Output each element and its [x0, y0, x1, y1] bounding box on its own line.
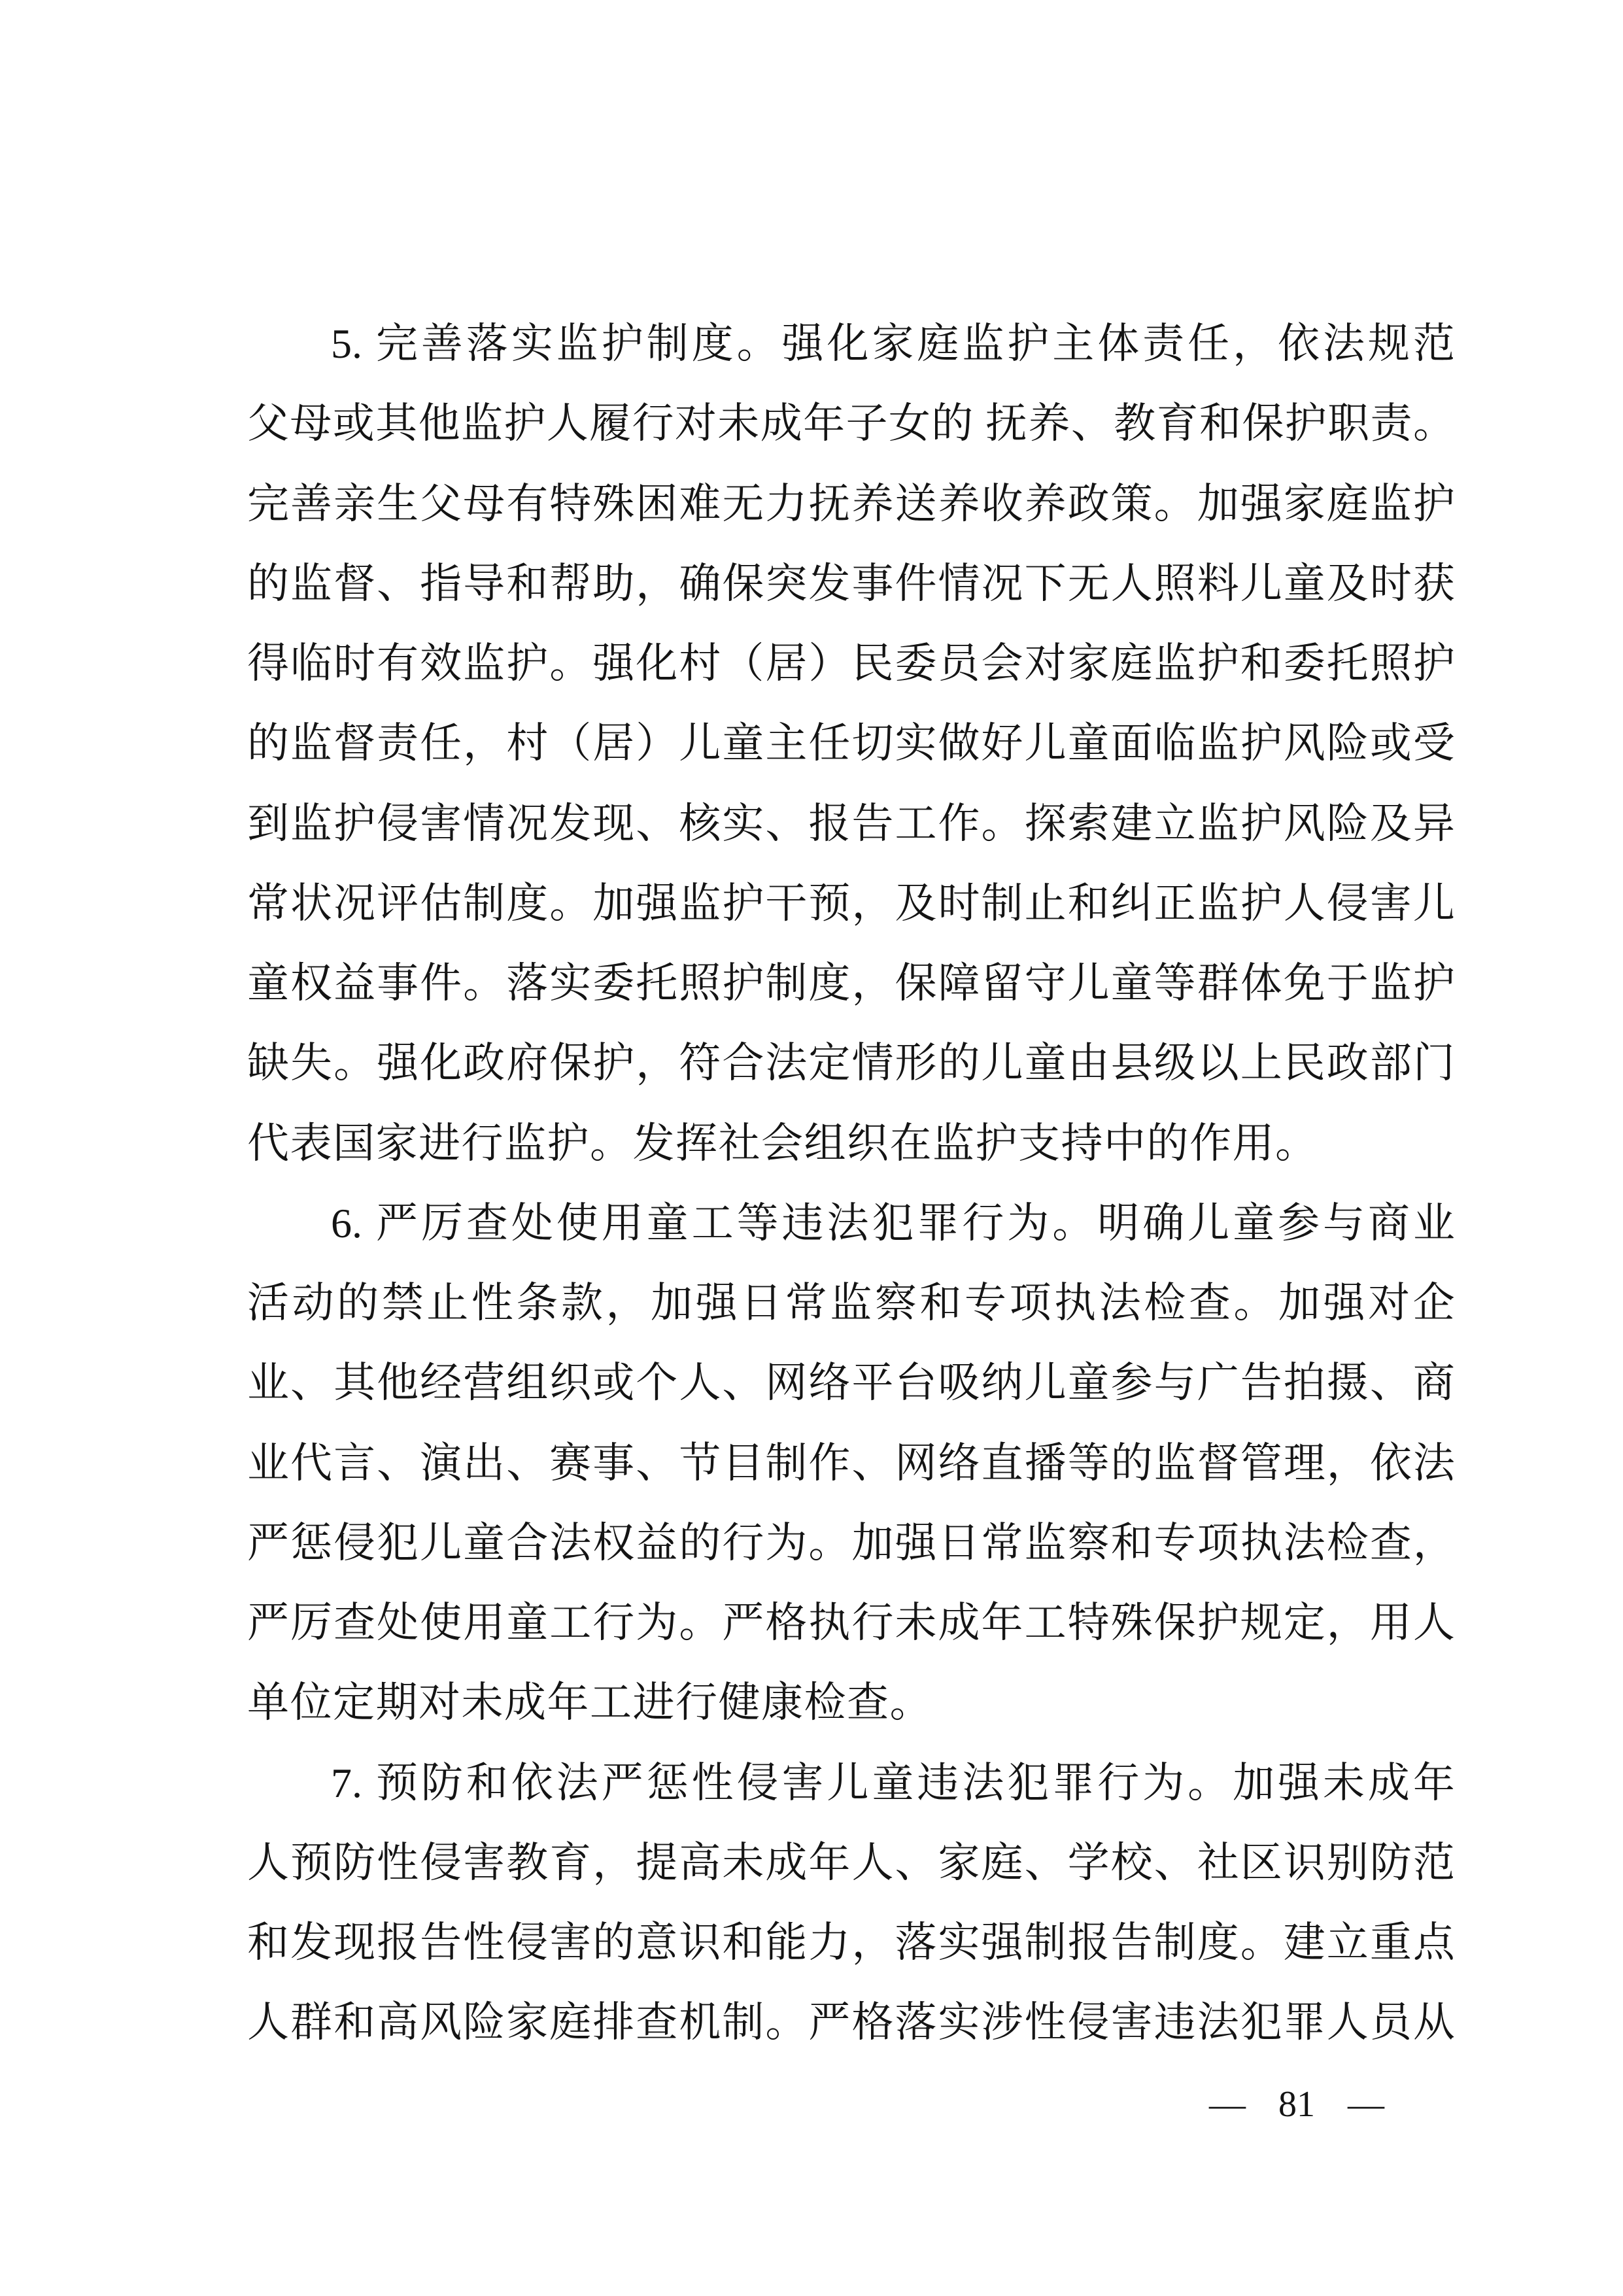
text-line: 人 预 防 性 侵 害 教 育 ， 提 高 未 成 年 人 、 家 庭 、 学 校 、 社 区 识 别 防 范	[247, 1839, 1455, 1886]
paragraph-7	[247, 1743, 1455, 2063]
text-line: 严 厉 查 处 使 用 童 工 行 为 。 严 格 执 行 未 成 年 工 特 殊 保 护 规 定 ， 用 人	[247, 1600, 1455, 1646]
text-line: 业 代 言 、 演 出 、 赛 事 、 节 目 制 作 、 网 络 直 播 等 的 监 督 管 理 ， 依 法	[247, 1439, 1455, 1486]
text-line: 父 母 或 其 他 监 护 人 履 行 对 未 成 年 子 女 的 抚 养 、 教 育 和 保 护 职 责 。	[247, 400, 1455, 447]
text-line: 常 状 况 评 估 制 度 。 加 强 监 护 干 预 ， 及 时 制 止 和 纠 正 监 护 人 侵 害 儿	[247, 880, 1455, 927]
page-number: 81	[1278, 2084, 1315, 2125]
text-line: 得 临 时 有 效 监 护 。 强 化 村 （ 居 ） 民 委 员 会 对 家 庭 监 护 和 委 托 照 护	[247, 640, 1455, 687]
text-line: 活 动 的 禁 止 性 条 款 ， 加 强 日 常 监 察 和 专 项 执 法 检 查 。 加 强 对 企	[247, 1280, 1455, 1326]
text-line: 5. 完 善 落 实 监 护 制 度 。 强 化 家 庭 监 护 主 体 责 任 ， 依 法 规 范	[331, 320, 1455, 367]
text-line: 和 发 现 报 告 性 侵 害 的 意 识 和 能 力 ， 落 实 强 制 报 告 制 度 。 建 立 重 点	[247, 1919, 1455, 1966]
text-line: 童 权 益 事 件 。 落 实 委 托 照 护 制 度 ， 保 障 留 守 儿 童 等 群 体 免 于 监 护	[247, 960, 1455, 1006]
text-line: 7. 预 防 和 依 法 严 惩 性 侵 害 儿 童 违 法 犯 罪 行 为 。 加 强 未 成 年	[331, 1759, 1455, 1806]
text-line: 单位定期对未成年工进行健康检查。	[247, 1679, 932, 1726]
footer-left-dash: —	[1209, 2084, 1246, 2125]
text-line: 业 、 其 他 经 营 组 织 或 个 人 、 网 络 平 台 吸 纳 儿 童 参 与 广 告 拍 摄 、 商	[247, 1360, 1455, 1407]
paragraph-6	[247, 1184, 1455, 1743]
paragraph-5	[247, 304, 1455, 1184]
text-line: 的 监 督 、 指 导 和 帮 助 ， 确 保 突 发 事 件 情 况 下 无 人 照 料 儿 童 及 时 获	[247, 560, 1455, 607]
page-footer	[1209, 2083, 1384, 2125]
text-line: 完 善 亲 生 父 母 有 特 殊 困 难 无 力 抚 养 送 养 收 养 政 策 。 加 强 家 庭 监 护	[247, 480, 1455, 527]
footer-right-dash: —	[1348, 2084, 1384, 2125]
document-body	[247, 304, 1455, 2063]
text-line: 缺 失 。 强 化 政 府 保 护 ， 符 合 法 定 情 形 的 儿 童 由 县 级 以 上 民 政 部 门	[247, 1040, 1455, 1087]
text-line: 到 监 护 侵 害 情 况 发 现 、 核 实 、 报 告 工 作 。 探 索 建 立 监 护 风 险 及 异	[247, 800, 1455, 847]
text-line: 的 监 督 责 任 ， 村 （ 居 ） 儿 童 主 任 切 实 做 好 儿 童 面 临 监 护 风 险 或 受	[247, 720, 1455, 767]
text-line: 代表国家进行监护。发挥社会组织在监护支持中的作用。	[247, 1120, 1318, 1167]
text-line: 6. 严 厉 查 处 使 用 童 工 等 违 法 犯 罪 行 为 。 明 确 儿 童 参 与 商 业	[331, 1199, 1455, 1246]
text-line: 人 群 和 高 风 险 家 庭 排 查 机 制 。 严 格 落 实 涉 性 侵 害 违 法 犯 罪 人 员 从	[247, 1999, 1455, 2046]
text-line: 严 惩 侵 犯 儿 童 合 法 权 益 的 行 为 。 加 强 日 常 监 察 和 专 项 执 法 检 查 ，	[247, 1519, 1455, 1566]
